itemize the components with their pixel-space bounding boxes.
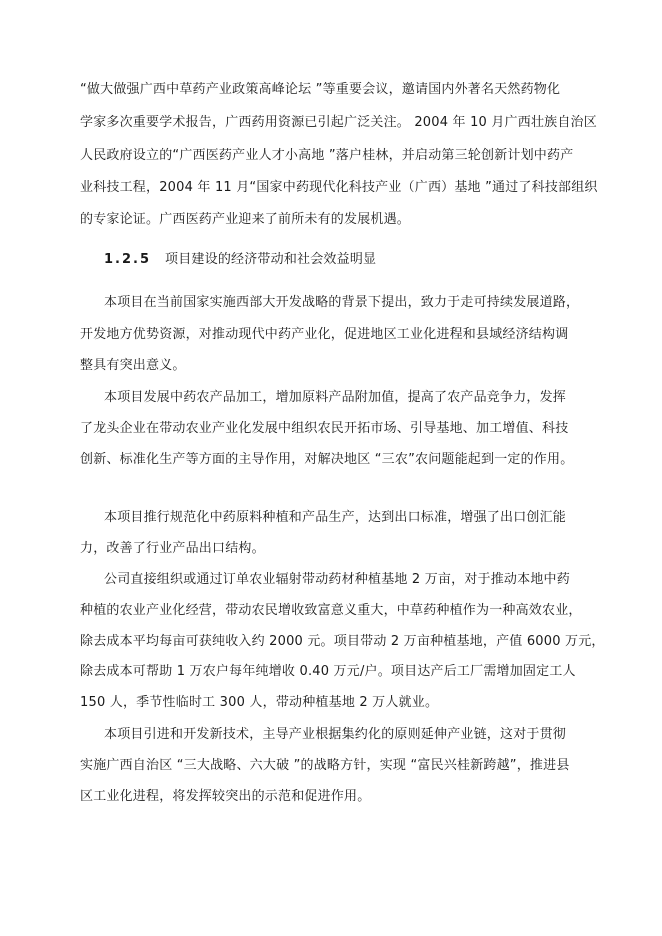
para4-line-2: 力，改善了行业产品出口结构。 [80,541,265,556]
para5-line-4: 除去成本可帮助 1 万农户每年纯增收 0.40 万元/户。项目达产后工厂需增加固定工人 [80,664,576,679]
para1-line-2: 学家多次重要学术报告，广西药用资源已引起广泛关注。 2004 年 10 月广西壮族自治区 [80,115,597,130]
para6-line-2: 实施广西自治区 “三大战略、六大破 ”的战略方针，实现 “富民兴桂新跨越”，推进县 [80,758,570,773]
para1-line-1: “做大做强广西中草药产业政策高峰论坛 ”等重要会议，邀请国内外著名天然药物化 [80,82,561,97]
para5-line-3: 除去成本平均每亩可获纯收入约 2000 元。项目带动 2 万亩种植基地，产值 6000 万元， [80,634,605,649]
para6-line-3: 区工业化进程，将发挥较突出的示范和促进作用。 [80,789,371,804]
para6-line-1: 本项目引进和开发新技术，主导产业根据集约化的原则延伸产业链，这对于贯彻 [104,727,567,742]
section-heading [104,252,376,268]
para5-line-5: 150 人，季节性临时工 300 人，带动种植基地 2 万人就业。 [80,695,439,710]
para5-line-2: 种植的农业产业化经营，带动农民增收致富意义重大，中草药种植作为一种高效农业， [80,603,582,618]
para5-line-1: 公司直接组织或通过订单农业辐射带动药材种植基地 2 万亩，对于推动本地中药 [104,572,570,587]
para1-line-4: 业科技工程，2004 年 11 月“国家中药现代化科技产业（广西）基地 ”通过了科技部组织 [80,180,598,195]
section-title: 项目建设的经济带动和社会效益明显 [165,252,377,267]
para3-line-2: 了龙头企业在带动农业产业化发展中组织农民开拓市场、引导基地、加工增值、科技 [80,421,569,436]
para3-line-3: 创新、标准化生产等方面的主导作用，对解决地区 “三农”农问题能起到一定的作用。 [80,452,574,467]
para2-line-1: 本项目在当前国家实施西部大开发战略的背景下提出，致力于走可持续发展道路， [104,295,580,310]
para2-line-3: 整具有突出意义。 [80,358,186,373]
para2-line-2: 开发地方优势资源，对推动现代中药产业化，促进地区工业化进程和县域经济结构调 [80,327,569,342]
section-number: 1.2.5 [104,252,152,267]
para4-line-1: 本项目推行规范化中药原料种植和产品生产，达到出口标准，增强了出口创汇能 [104,510,567,525]
para3-line-1: 本项目发展中药农产品加工，增加原料产品附加值，提高了农产品竞争力，发挥 [104,390,567,405]
para1-line-5: 的专家论证。广西医药产业迎来了前所未有的发展机遇。 [80,212,411,227]
para1-line-3: 人民政府设立的“广西医药产业人才小高地 ”落户桂林，并启动第三轮创新计划中药产 [80,148,574,163]
